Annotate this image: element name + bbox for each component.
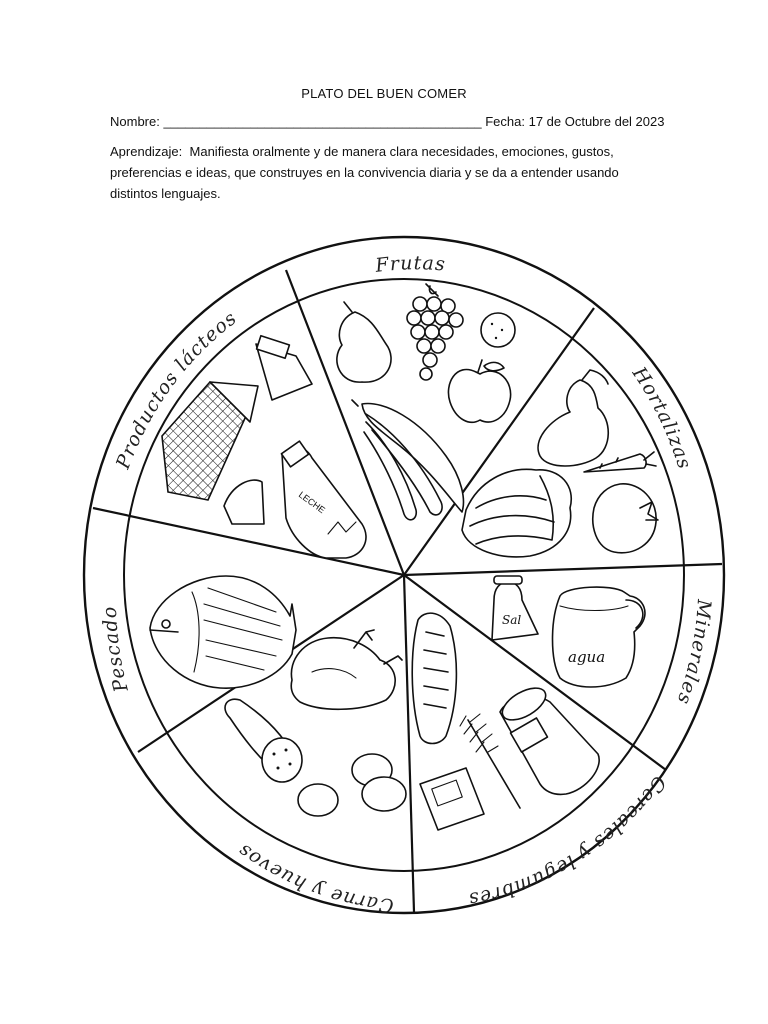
name-label: Nombre: <box>110 114 160 129</box>
sector-label-hortalizas: Hortalizas <box>627 363 696 473</box>
sector-label-minerales: Minerales <box>672 598 715 708</box>
sector-label-cereales: Cereales y legumbres <box>466 771 671 911</box>
salt-shaker-icon <box>492 576 538 640</box>
sector-label-carne: Carne y huevos <box>233 838 395 917</box>
pear-icon <box>337 302 391 382</box>
salt-label: Sal <box>502 613 522 627</box>
page-title: PLATO DEL BUEN COMER <box>301 86 467 101</box>
salami-slice-icon <box>262 738 302 782</box>
roast-chicken-icon <box>291 630 402 709</box>
learning-label: Aprendizaje: <box>110 144 183 159</box>
name-field[interactable]: ____________________________________________ <box>163 114 482 129</box>
fish-icon <box>150 576 296 688</box>
banana-icon <box>352 400 463 520</box>
seed-packet-icon <box>420 768 484 830</box>
sector-label-lacteos: Productos lácteos <box>112 306 242 472</box>
water-jug-icon <box>553 587 645 687</box>
cheese-wedge-icon <box>224 480 264 524</box>
apple-icon <box>448 360 510 422</box>
canned-food-icon <box>497 682 599 795</box>
grapes-icon <box>407 284 463 380</box>
sector-label-frutas: Frutas <box>374 252 447 277</box>
orange-icon <box>481 313 515 347</box>
lettuce-icon <box>462 469 571 556</box>
milk-bottle-icon <box>281 441 366 558</box>
sector-label-pescado: Pescado <box>98 605 133 695</box>
eggs-icon <box>298 754 406 816</box>
water-label: agua <box>568 648 606 666</box>
milk-label: LECHE <box>296 489 327 516</box>
tomato-icon <box>593 484 658 553</box>
date-label: Fecha: 17 de Octubre del 2023 <box>485 114 665 129</box>
yogurt-cup-icon <box>256 336 312 400</box>
learning-text: Manifiesta oralmente y de manera clara necesidades, emociones, gustos, preferencias e ideas, que construyes en la convivencia diaria y se da a entender usando distintos lenguajes. <box>110 144 619 201</box>
pear-vegetable-icon <box>538 370 608 466</box>
bread-loaf-icon <box>412 613 456 743</box>
